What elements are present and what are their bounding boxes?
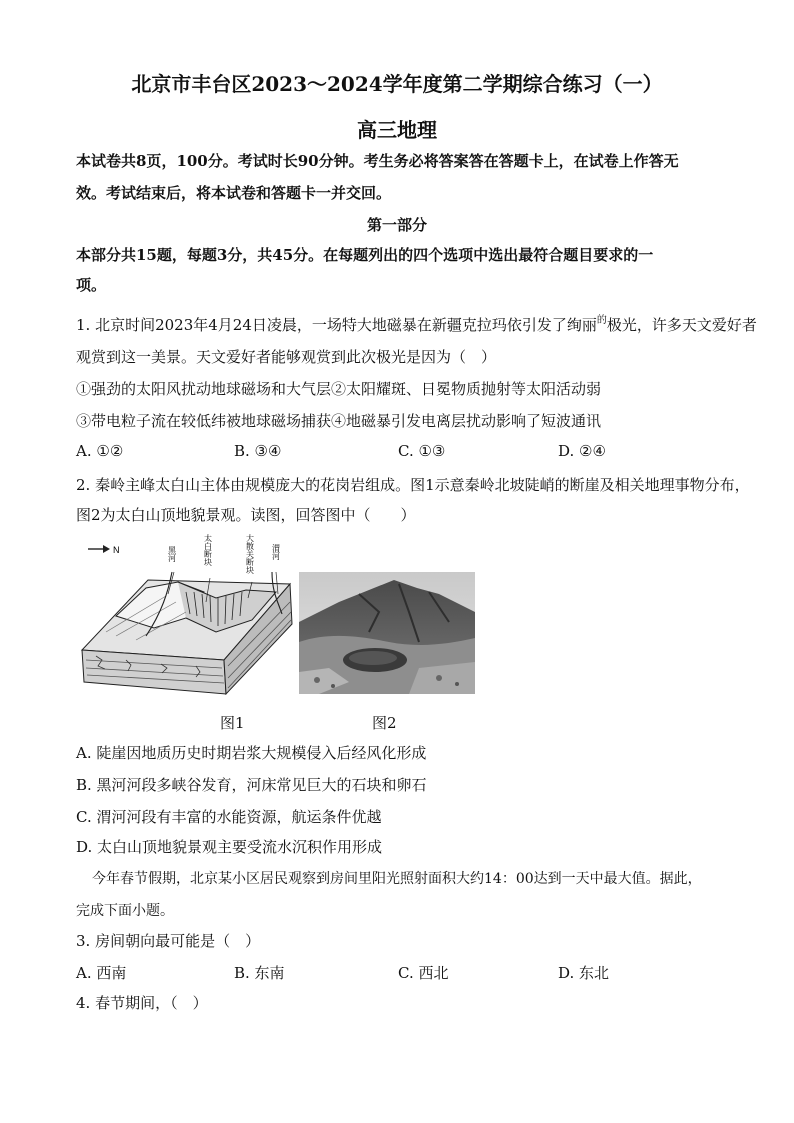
q3-option-a: A. 西南 bbox=[76, 964, 127, 982]
q4-stem: 4. 春节期间，（ ） bbox=[76, 994, 208, 1012]
q1-stem-part-a: 1. 北京时间2023年4月24日凌晨，一场特大地磁暴在新疆克拉玛依引发了绚丽 bbox=[76, 316, 597, 334]
q1-statements-line-1: ①强劲的太阳风扰动地球磁场和大气层②太阳耀斑、日冕物质抛射等太阳活动弱 bbox=[76, 380, 602, 398]
q3-option-c: C. 西北 bbox=[398, 964, 449, 982]
instructions-line-2: 效。考试结束后，将本试卷和答题卡一并交回。 bbox=[76, 184, 392, 202]
q1-option-a: A. ①② bbox=[76, 442, 124, 460]
q2-option-c: C. 渭河河段有丰富的水能资源，航运条件优越 bbox=[76, 808, 382, 826]
q1-stem-line-2: 观赏到这一美景。天文爱好者能够观赏到此次极光是因为（ ） bbox=[76, 348, 497, 366]
q3-option-b: B. 东南 bbox=[234, 964, 285, 982]
label-dasanguan-block: 大散关断块 bbox=[245, 534, 255, 574]
exam-subtitle: 高三地理 bbox=[357, 118, 437, 142]
instructions-line-1: 本试卷共8页，100分。考试时长90分钟。考生务必将答案答在答题卡上，在试卷上作答无 bbox=[76, 152, 679, 170]
north-label: N bbox=[113, 545, 120, 555]
q1-option-d: D. ②④ bbox=[558, 442, 606, 460]
q3-option-d: D. 东北 bbox=[558, 964, 610, 982]
q2-stem-line-1: 2. 秦岭主峰太白山主体由规模庞大的花岗岩组成。图1示意秦岭北坡陡峭的断崖及相关地理事物分布， bbox=[76, 476, 750, 494]
q3-stem: 3. 房间朝向最可能是（ ） bbox=[76, 932, 261, 950]
section-desc-line-2: 项。 bbox=[76, 276, 107, 294]
q2-option-d: D. 太白山顶地貌景观主要受流水沉积作用形成 bbox=[76, 838, 383, 856]
fig2-caption: 图2 bbox=[372, 714, 397, 732]
label-weihe: 渭河 bbox=[271, 544, 281, 560]
fig1-block-diagram bbox=[76, 532, 298, 708]
label-heihe: 黑河 bbox=[167, 546, 177, 562]
section-desc-line-1: 本部分共15题，每题3分，共45分。在每题列出的四个选项中选出最符合题目要求的一 bbox=[76, 246, 654, 264]
q1-option-c: C. ①③ bbox=[398, 442, 446, 460]
exam-title: 北京市丰台区2023～2024学年度第二学期综合练习（一） bbox=[131, 72, 663, 96]
q1-statements-line-2: ③带电粒子流在较低纬被地球磁场捕获④地磁暴引发电离层扰动影响了短波通讯 bbox=[76, 412, 602, 430]
material-line-1: 今年春节假期，北京某小区居民观察到房间里阳光照射面积大约14：00达到一天中最大值。据此， bbox=[92, 871, 702, 887]
q1-option-b: B. ③④ bbox=[234, 442, 282, 460]
section-title: 第一部分 bbox=[366, 216, 427, 234]
q2-option-a: A. 陡崖因地质历史时期岩浆大规模侵入后经风化形成 bbox=[76, 744, 427, 762]
fig2-landscape-photo bbox=[299, 572, 475, 694]
q1-stem-superscript: 的 bbox=[596, 315, 607, 326]
material-line-2: 完成下面小题。 bbox=[76, 903, 174, 919]
q1-stem-part-b: 极光，许多天文爱好者 bbox=[606, 316, 757, 334]
q1-stem-line-1 bbox=[76, 314, 757, 335]
q2-option-b: B. 黑河河段多峡谷发育，河床常见巨大的石块和卵石 bbox=[76, 776, 427, 794]
label-taibai-block: 太白断块 bbox=[203, 534, 213, 566]
fig1-caption: 图1 bbox=[220, 714, 245, 732]
q2-stem-line-2: 图2为太白山顶地貌景观。读图，回答图中（ ） bbox=[76, 506, 416, 524]
